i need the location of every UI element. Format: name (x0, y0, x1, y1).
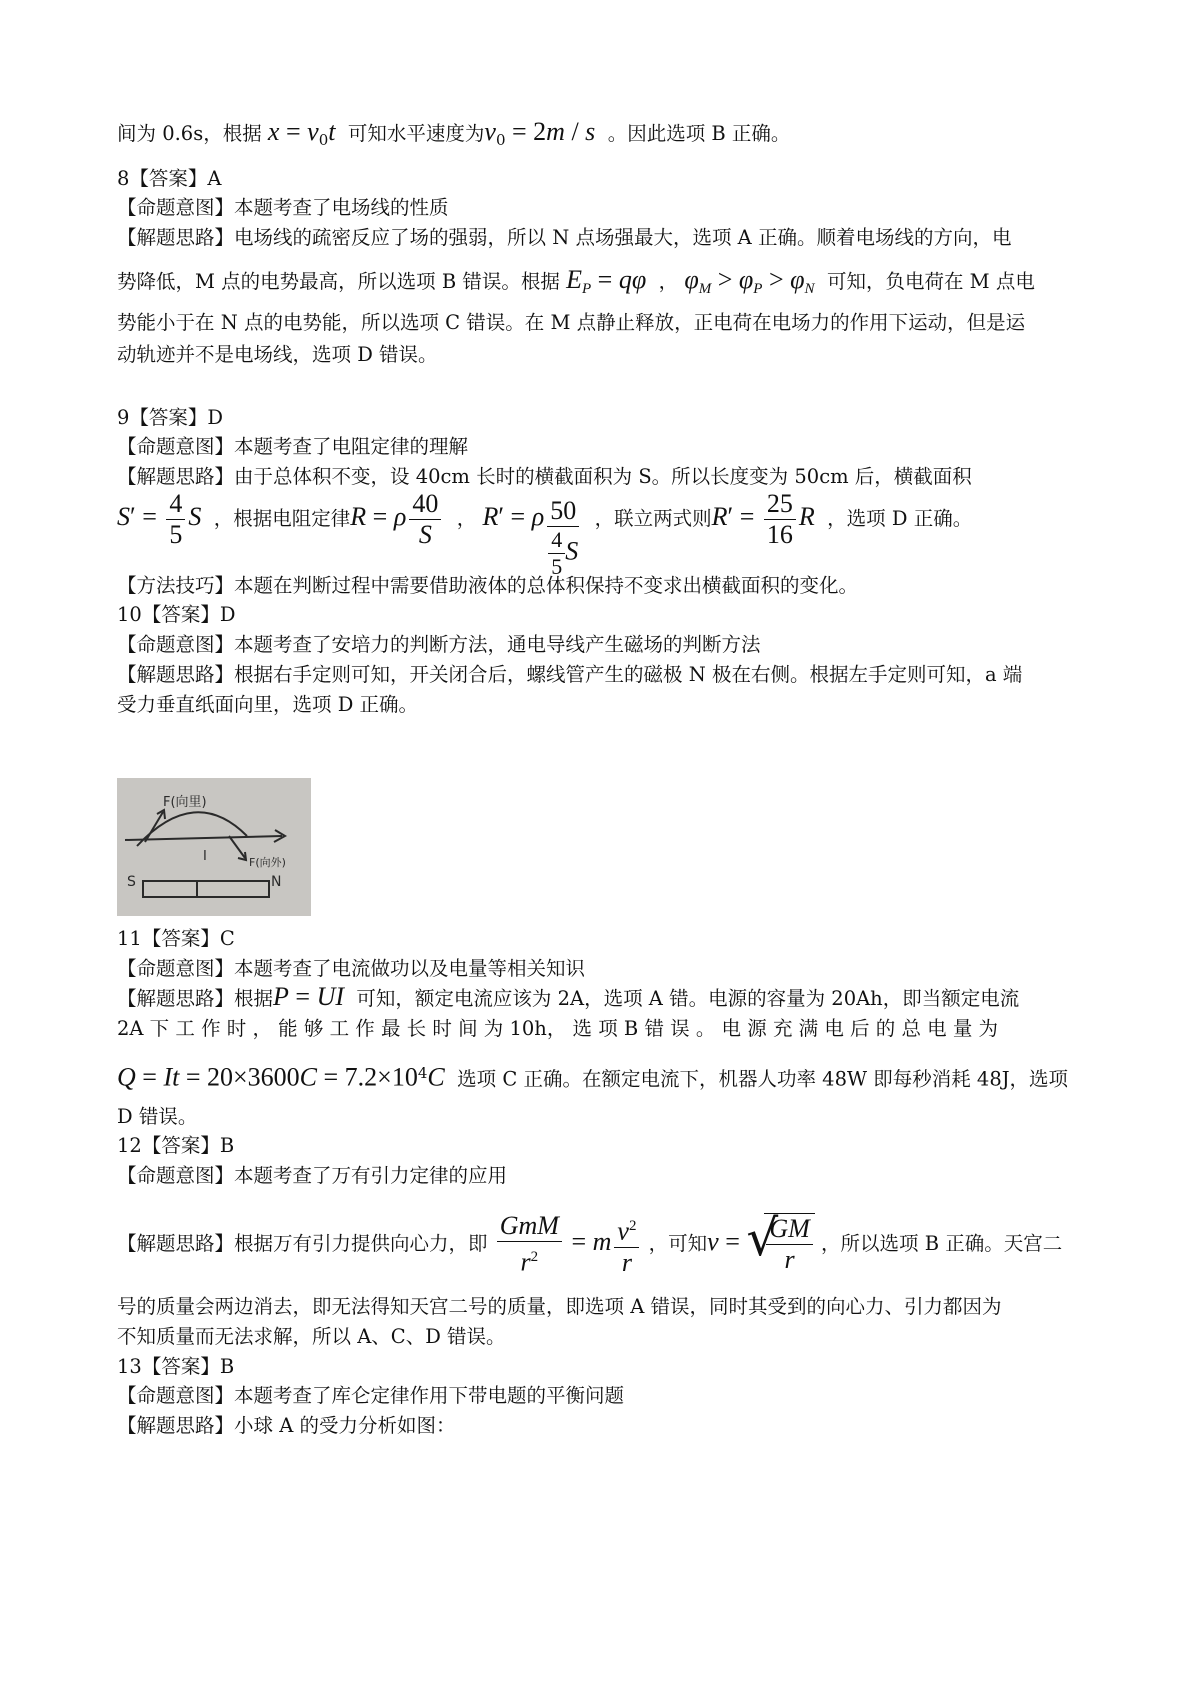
text-line: 间为 0.6s，根据 $x = v_0t$ 可知水平速度为$v_0 = 2m / s$ 。因此选项 B 正确。 (117, 117, 791, 149)
answer-heading-13: 13【答案】B (117, 1355, 235, 1378)
analysis-line: 不知质量而无法求解，所以 A、C、D 错误。 (117, 1325, 506, 1348)
intent-line: 【命题意图】本题考查了电场线的性质 (117, 196, 449, 219)
method-line: 【方法技巧】本题在判断过程中需要借助液体的总体积保持不变求出横截面积的变化。 (117, 574, 859, 597)
answer-heading-10: 10【答案】D (117, 603, 236, 626)
formula-x-v0t: x (267, 117, 280, 146)
intent-line: 【命题意图】本题考查了库仑定律作用下带电题的平衡问题 (117, 1384, 625, 1407)
text-line: 【解题思路】根据P = UI 可知，额定电流应该为 2A，选项 A 错。电源的容量为 20Ah，即当额定电流 (117, 982, 1020, 1011)
analysis-line: 动轨迹并不是电场线，选项 D 错误。 (117, 343, 438, 366)
analysis-line: 2A 下 工 作 时 ， 能 够 工 作 最 长 时 间 为 10h， 选 项 B 错 误 。 电 源 充 满 电 后 的 总 电 量 为 (117, 1017, 999, 1040)
label-f-outward: F(向外) (249, 856, 286, 869)
analysis-line: 【解题思路】由于总体积不变，设 40cm 长时的横截面积为 S。所以长度变为 50cm 后，横截面积 (117, 465, 972, 488)
answer-heading-11: 11【答案】C (117, 927, 235, 950)
analysis-line: 势能小于在 N 点的电势能，所以选项 C 错误。在 M 点静止释放，正电荷在电场力的作用下运动，但是运 (117, 311, 1026, 334)
label-f-inward: F(向里) (163, 795, 207, 810)
answer-heading-8: 8【答案】A (117, 167, 222, 190)
force-sketch-photo (117, 778, 311, 916)
intent-line: 【命题意图】本题考查了万有引力定律的应用 (117, 1164, 508, 1187)
answer-heading-12: 12【答案】B (117, 1134, 235, 1157)
text-line: 势降低，M 点的电势最高，所以选项 B 错误。根据 $E_P = q\varphi$ ， $\varphi_M > \varphi_P > \varphi_N$ 可知，负电荷在 M 点电 (117, 265, 1035, 297)
label-pole-s: S (127, 874, 136, 890)
formula-v0: v (484, 117, 496, 146)
analysis-line: 号的质量会两边消去，即无法得知天宫二号的质量，即选项 A 错误，同时其受到的向心力、引力都因为 (117, 1295, 1002, 1318)
analysis-line: 【解题思路】小球 A 的受力分析如图： (117, 1414, 456, 1437)
intent-line: 【命题意图】本题考查了电阻定律的理解 (117, 435, 469, 458)
formula-p-ui: P (273, 982, 289, 1011)
formula-charge: Q (117, 1062, 136, 1092)
analysis-line: D 错误。 (117, 1105, 198, 1128)
intent-line: 【命题意图】本题考查了电流做功以及电量等相关知识 (117, 957, 586, 980)
text-line: $Q = It = 20\times 3600C = 7.2\times 10^4C$ 选项 C 正确。在额定电流下，机器人功率 48W 即每秒消耗 48J，选项 (117, 1062, 1069, 1092)
answer-heading-9: 9【答案】D (117, 406, 224, 429)
label-current: I (203, 849, 207, 864)
label-pole-n: N (271, 874, 282, 890)
analysis-line: 【解题思路】电场线的疏密反应了场的强弱，所以 N 点场强最大，选项 A 正确。顺着电场线的方向，电 (117, 226, 1012, 249)
analysis-line: 受力垂直纸面向里，选项 D 正确。 (117, 693, 419, 716)
analysis-line: 【解题思路】根据右手定则可知，开关闭合后，螺线管产生的磁极 N 极在右侧。根据左手定则可知，a 端 (117, 663, 1023, 686)
intent-line: 【命题意图】本题考查了安培力的判断方法，通电导线产生磁场的判断方法 (117, 633, 761, 656)
formula-line-gravity: 【解题思路】根据万有引力提供向心力，即 $\frac{\text{GmM}}{r^2}$ = m $\frac{v^2}{r}$ ，可知v = √ $\frac{GM}{r}$ ，所以选项 B 正确。天宫二 (117, 1209, 1063, 1277)
formula-line-resistance: S′ = $\frac{4}{5}$ S ，根据电阻定律R = ρ $\frac{40}{S}$ ， R′ = ρ 50 $\frac{4}{5}$ S ，联立两式则R′ = $\frac{25}{16}$ R ，选项 D 正确。 (117, 489, 973, 579)
formula-phi-order: φ (684, 265, 699, 294)
formula-ep: E (566, 265, 582, 294)
